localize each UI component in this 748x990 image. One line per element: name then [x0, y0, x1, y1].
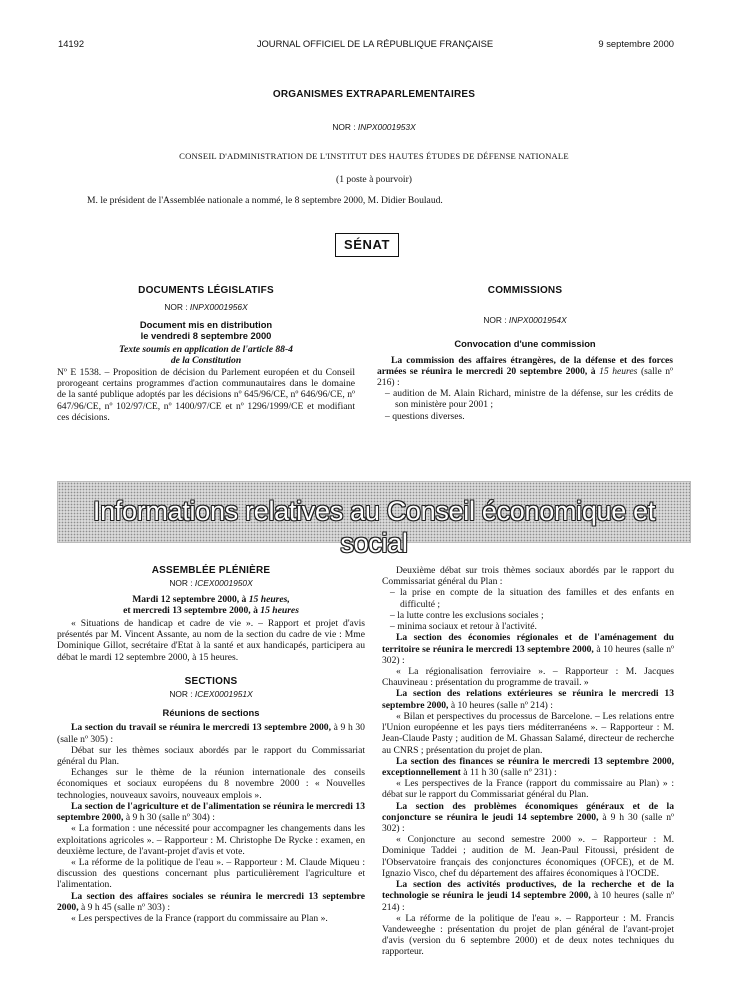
issue-date: 9 septembre 2000 [598, 38, 674, 49]
commissions-convocation: La commission des affaires étrangères, de la défense et des forces armées se réunira le mercredi 20 septembre 2000, à 15 heures (salle nº 216) : [377, 354, 673, 388]
agenda-paragraph: Echanges sur le thème de la réunion internationale des conseils économiques et sociaux européens du 8 novembre 2000 : « Nouvelles technologies, nouveaux savoirs, nouveaux emplois ». [57, 767, 365, 801]
agenda-paragraph: « Conjoncture au second semestre 2000 ». – Rapporteur : M. Dominique Taddei ; audition de M. Jean-Paul Fitoussi, président de l'Observatoire français des conjonctures économiques (OFCE), et de M. Ignazio Visco, chef du département des affaires économiques à l'OCDE. [382, 834, 674, 879]
conseil-economique-banner [57, 481, 691, 558]
assemblee-title: ASSEMBLÉE PLÉNIÈRE [151, 565, 271, 576]
sections-nor: NOR : ICEX0001951X [169, 688, 253, 699]
agenda-paragraph: Débat sur les thèmes sociaux abordés par le rapport du Commissariat général du Plan. [57, 744, 365, 767]
sections-title: SECTIONS [184, 675, 238, 687]
commissions-section [377, 285, 673, 422]
page-number: 14192 [58, 38, 85, 49]
assemblee-text: « Situations de handicap et cadre de vie ». – Rapport et projet d'avis présentés par M. Vincent Assante, au nom de la section du cadre de vie : Mme Dominique Gillot, secrétaire d'Etat à la santé et aux handicapés, participera au débat le mardi 12 septembre 2000, à 15 heures. [57, 617, 365, 663]
sections-left-list [57, 722, 365, 924]
agenda-item: – la prise en compte de la situation des familles et des enfants en difficulté ; [390, 587, 674, 610]
banner-title: Informations relatives au Conseil économique et social [92, 496, 656, 558]
documents-subtitle: Document mis en distribution le vendredi 8 septembre 2000 [139, 318, 273, 341]
agenda-paragraph: « La formation : une nécessité pour accompagner les changements dans les exploitations agricoles ». – Rapporteur : M. Christophe De Rycke : examen, en deuxième lecture, de l'avant-projet d'avis et vote. [57, 823, 365, 857]
organismes-nor: NOR : INPX0001953X [332, 122, 416, 132]
documents-title: DOCUMENTS LÉGISLATIFS [138, 285, 274, 296]
section-meeting: La section des activités productives, de la recherche et de la technologie se réunira le jeudi 14 septembre 2000, à 10 heures (salle nº 214) : [382, 879, 675, 913]
commissions-item: – questions diverses. [385, 410, 465, 422]
documents-legislatifs-section [57, 285, 355, 423]
section-meeting: La section des finances se réunira le mercredi 13 septembre 2000, exceptionnellement à 11 h 30 (salle nº 231) : [382, 755, 674, 778]
assemblee-dates: Mardi 12 septembre 2000, à 15 heures, et mercredi 13 septembre 2000, à 15 heures [123, 593, 299, 616]
right-column [382, 565, 674, 958]
organismes-title: ORGANISMES EXTRAPARLEMENTAIRES [272, 89, 476, 100]
commissions-subtitle: Convocation d'une commission [454, 337, 596, 349]
agenda-paragraph: Deuxième débat sur trois thèmes sociaux abordés par le rapport du Commissariat général du Plan : [382, 565, 674, 588]
left-column [57, 565, 365, 924]
section-meeting: La section des problèmes économiques généraux et de la conjoncture se réunira le jeudi 14 septembre 2000, à 9 h 30 (salle nº 302) : [382, 800, 674, 835]
assemblee-nor: NOR : ICEX0001950X [169, 577, 253, 588]
organismes-subtitle: CONSEIL D'ADMINISTRATION DE L'INSTITUT DES HAUTES ÉTUDES DE DÉFENSE NATIONALE [179, 151, 569, 161]
agenda-paragraph: « Bilan et perspectives du processus de Barcelone. – Les relations entre l'Union européenne et les pays tiers méditerranéens ». – Rapporteur : M. Jean-Claude Pasty ; audition de M. Ghassan Salamé, directeur de recherche au CNRS ; présentation du projet de plan. [382, 710, 674, 756]
document-item: Nº E 1538. – Proposition de décision du Parlement européen et du Conseil prorogeant certains programmes d'action communautaires dans le domaine de la santé publique adoptés par les décisions nº 645/96/CE, nº 646/96/CE, nº 647/96/CE, nº 102/97/CE, nº 1400/97/CE et nº 1296/1999/CE et modifiant ces décisions. [57, 366, 355, 423]
agenda-paragraph: « Les perspectives de la France (rapport du commissaire au Plan ». [71, 913, 328, 925]
section-meeting: La section des économies régionales et de l'aménagement du territoire se réunira le mercredi 13 septembre 2000, à 10 heures (salle nº 302) : [382, 632, 674, 666]
agenda-paragraph: « La réforme de la politique de l'eau ». – Rapporteur : M. Francis Vandeweeghe : présentation du projet de plan général de l'avant-projet d'avis (version du 6 septembre 2000) et de deux notes techniques du rapporteur. [382, 912, 674, 958]
section-meeting: La section de l'agriculture et de l'alimentation se réunira le mercredi 13 septembre 2000, à 9 h 30 (salle nº 304) : [57, 800, 365, 824]
section-meeting: La section des affaires sociales se réunira le mercredi 13 septembre 2000, à 9 h 45 (salle nº 303) : [57, 890, 365, 913]
senat-heading: SÉNAT [335, 233, 399, 257]
agenda-paragraph: « La réforme de la politique de l'eau ». – Rapporteur : M. Claude Miqueu : discussion des questions concernant plus particulièrement l'agriculture et l'alimentation. [57, 856, 365, 891]
agenda-item: – la lutte contre les exclusions sociales ; [390, 609, 544, 621]
commissions-item: – audition de M. Alain Richard, ministre de la défense, sur les crédits de son ministère pour 2001 ; [385, 388, 673, 411]
agenda-paragraph: « La régionalisation ferroviaire ». – Rapporteur : M. Jacques Chauvineau : présentation du programme de travail. » [382, 665, 674, 689]
documents-texte-soumis: Texte soumis en application de l'article 88-4 de la Constitution [119, 343, 293, 366]
commissions-title: COMMISSIONS [487, 285, 563, 296]
organismes-poste: (1 poste à pourvoir) [336, 174, 412, 185]
sections-subtitle: Réunions de sections [162, 707, 260, 719]
section-meeting: La section des relations extérieures se réunira le mercredi 13 septembre 2000, à 10 heures (salle nº 214) : [382, 688, 674, 711]
commissions-nor: NOR : INPX0001954X [483, 314, 567, 325]
organismes-text: M. le président de l'Assemblée nationale a nommé, le 8 septembre 2000, M. Didier Boulaud. [87, 195, 443, 206]
section-meeting: La section du travail se réunira le mercredi 13 septembre 2000, à 9 h 30 (salle nº 305) : [57, 722, 365, 745]
documents-nor: NOR : INPX0001956X [164, 301, 248, 312]
sections-right-list [382, 565, 674, 958]
journal-title: JOURNAL OFFICIEL DE LA RÉPUBLIQUE FRANÇAISE [256, 38, 494, 49]
agenda-item: – minima sociaux et retour à l'activité. [390, 621, 537, 633]
agenda-paragraph: « Les perspectives de la France (rapport du commissaire au Plan) » : débat sur le rapport du Commissariat général du Plan. [382, 778, 674, 801]
